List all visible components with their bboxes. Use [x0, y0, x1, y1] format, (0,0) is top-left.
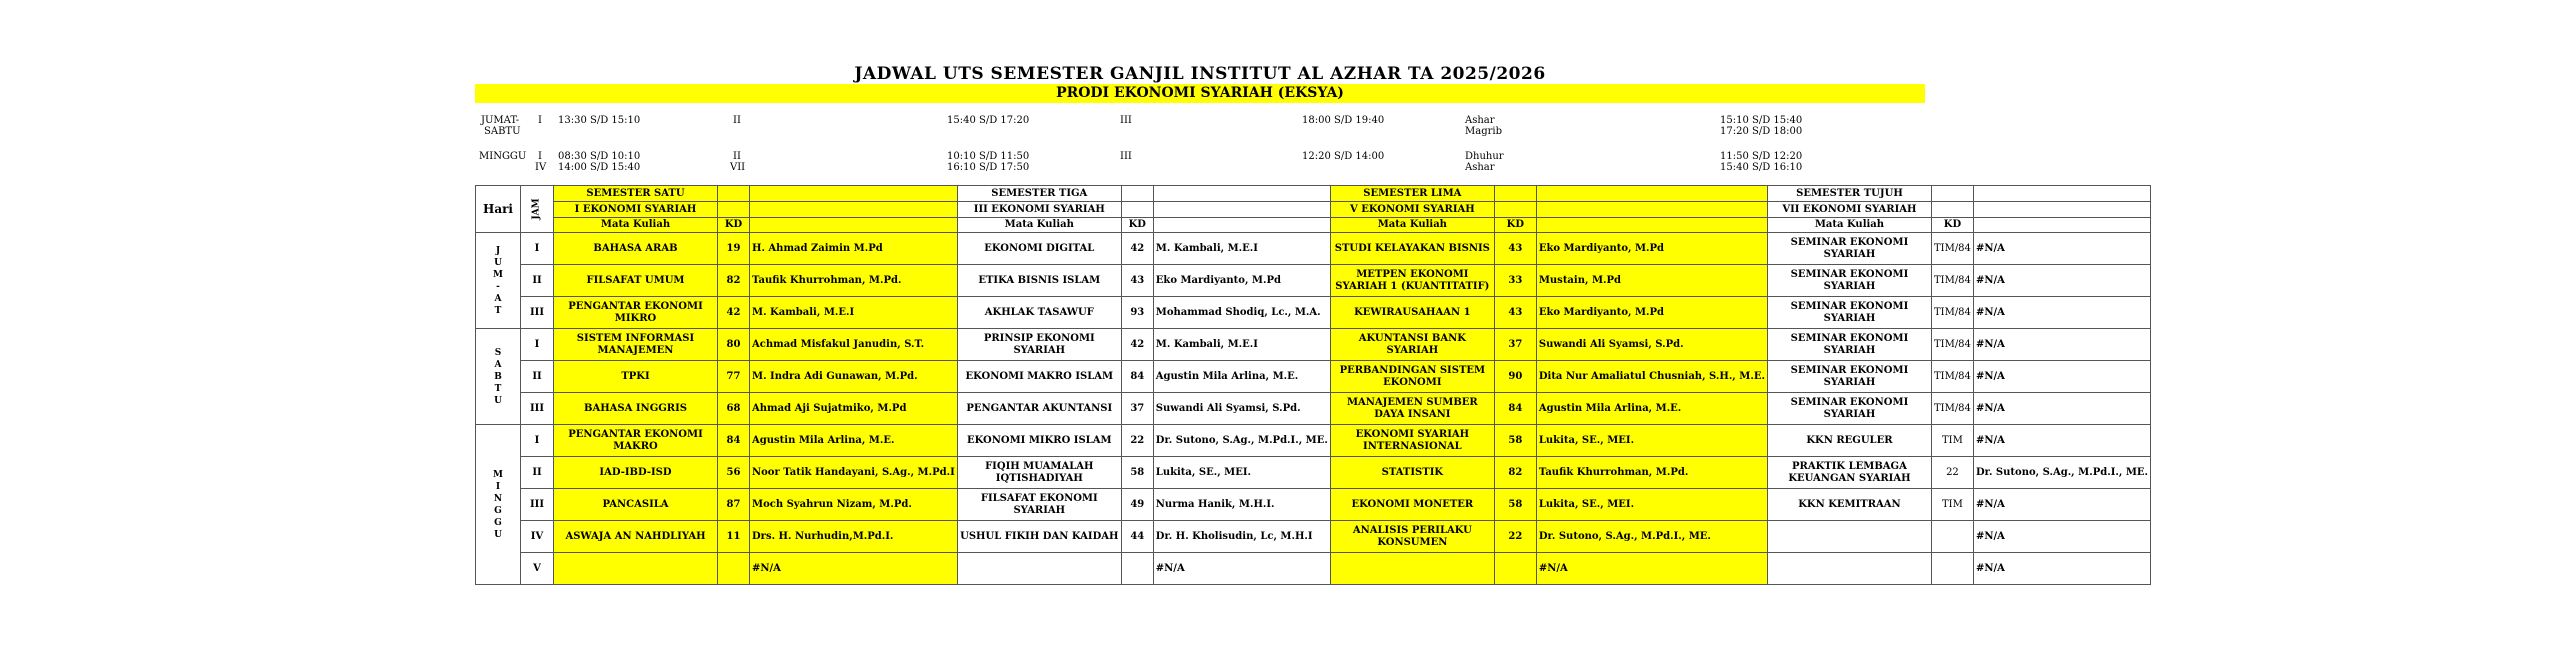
kd-cell [1931, 521, 1973, 553]
course-cell [1767, 553, 1931, 585]
kd-cell: 80 [718, 329, 750, 361]
page-title: JADWAL UTS SEMESTER GANJIL INSTITUT AL AZHAR TA 2025/2026 [854, 64, 1546, 84]
course-cell: EKONOMI MIKRO ISLAM [957, 425, 1121, 457]
jam-header: JAM [521, 186, 554, 233]
kd-cell: 56 [718, 457, 750, 489]
table-row [476, 233, 2151, 265]
course-cell: AKUNTANSI BANK SYARIAH [1330, 329, 1494, 361]
table-row [476, 489, 2151, 521]
class-header: I EKONOMI SYARIAH [554, 202, 718, 218]
day-cell: J U M - A T [476, 233, 521, 329]
kd-cell: TIM/84 [1931, 329, 1973, 361]
session-time: 08:30 S/D 10:10 [558, 151, 641, 162]
break-label: Ashar [1465, 115, 1495, 126]
kd-cell: 22 [1931, 457, 1973, 489]
kd-cell: 49 [1121, 489, 1153, 521]
kd-cell: 37 [1121, 393, 1153, 425]
course-cell: SEMINAR EKONOMI SYARIAH [1767, 265, 1931, 297]
kd-cell: 84 [718, 425, 750, 457]
break-label: Magrib [1465, 126, 1502, 137]
course-cell: KEWIRAUSAHAAN 1 [1330, 297, 1494, 329]
course-cell: PANCASILA [554, 489, 718, 521]
lecturer-cell: Drs. H. Nurhudin,M.Pd.I. [750, 521, 958, 553]
session-time: 14:00 S/D 15:40 [558, 162, 641, 173]
kd-cell: 22 [1494, 521, 1536, 553]
jam-cell: I [521, 425, 554, 457]
kd-cell: 84 [1494, 393, 1536, 425]
course-cell: BAHASA INGGRIS [554, 393, 718, 425]
lecturer-cell: Moch Syahrun Nizam, M.Pd. [750, 489, 958, 521]
break-time: 17:20 S/D 18:00 [1720, 126, 1803, 137]
course-cell [957, 553, 1121, 585]
session-time: 10:10 S/D 11:50 [947, 151, 1030, 162]
course-cell: MANAJEMEN SUMBER DAYA INSANI [1330, 393, 1494, 425]
kd-cell: 19 [718, 233, 750, 265]
lecturer-cell: M. Kambali, M.E.I [1153, 329, 1330, 361]
table-row [476, 329, 2151, 361]
jam-cell: IV [521, 521, 554, 553]
table-row [476, 457, 2151, 489]
lecturer-cell: #N/A [1973, 393, 2150, 425]
course-cell: ETIKA BISNIS ISLAM [957, 265, 1121, 297]
kd-cell: 58 [1494, 425, 1536, 457]
col-mata-kuliah: Mata Kuliah [1330, 218, 1494, 233]
lecturer-cell: Dr. Sutono, S.Ag., M.Pd.I., ME. [1536, 521, 1767, 553]
lecturer-cell: Dita Nur Amaliatul Chusniah, S.H., M.E. [1536, 361, 1767, 393]
lecturer-cell: Agustin Mila Arlina, M.E. [750, 425, 958, 457]
course-cell: TPKI [554, 361, 718, 393]
kd-cell: 68 [718, 393, 750, 425]
lecturer-cell: #N/A [1973, 233, 2150, 265]
day-label: JUMAT- [481, 115, 520, 126]
session-label: II [733, 115, 741, 126]
course-cell: PRINSIP EKONOMI SYARIAH [957, 329, 1121, 361]
break-label: Dhuhur [1465, 151, 1504, 162]
kd-cell: 84 [1121, 361, 1153, 393]
page-subtitle: PRODI EKONOMI SYARIAH (EKSYA) [475, 84, 1925, 103]
kd-cell: 58 [1121, 457, 1153, 489]
break-label: Ashar [1465, 162, 1495, 173]
lecturer-cell: Nurma Hanik, M.H.I. [1153, 489, 1330, 521]
lecturer-cell: #N/A [1153, 553, 1330, 585]
session-label: I [538, 151, 542, 162]
lecturer-cell: Taufik Khurrohman, M.Pd. [1536, 457, 1767, 489]
kd-cell: 42 [718, 297, 750, 329]
kd-cell [1494, 553, 1536, 585]
session-label: III [1120, 151, 1132, 162]
lecturer-cell: #N/A [1973, 553, 2150, 585]
course-cell: KKN REGULER [1767, 425, 1931, 457]
session-label: VII [730, 162, 746, 173]
jam-cell: I [521, 329, 554, 361]
lecturer-cell: #N/A [1973, 425, 2150, 457]
lecturer-cell: Mustain, M.Pd [1536, 265, 1767, 297]
table-row [476, 521, 2151, 553]
break-time: 15:10 S/D 15:40 [1720, 115, 1803, 126]
course-cell: SEMINAR EKONOMI SYARIAH [1767, 393, 1931, 425]
day-label: SABTU [484, 126, 521, 137]
lecturer-cell: Dr. H. Kholisudin, Lc, M.H.I [1153, 521, 1330, 553]
kd-cell: 82 [718, 265, 750, 297]
lecturer-cell: H. Ahmad Zaimin M.Pd [750, 233, 958, 265]
jam-cell: III [521, 393, 554, 425]
lecturer-cell: #N/A [750, 553, 958, 585]
course-cell: STUDI KELAYAKAN BISNIS [1330, 233, 1494, 265]
class-header: III EKONOMI SYARIAH [957, 202, 1121, 218]
kd-cell: 43 [1121, 265, 1153, 297]
lecturer-cell: Agustin Mila Arlina, M.E. [1153, 361, 1330, 393]
break-time: 15:40 S/D 16:10 [1720, 162, 1803, 173]
table-row [476, 393, 2151, 425]
col-kd: KD [1121, 218, 1153, 233]
break-time: 11:50 S/D 12:20 [1720, 151, 1803, 162]
course-cell [1330, 553, 1494, 585]
course-cell [1767, 521, 1931, 553]
lecturer-cell: M. Kambali, M.E.I [750, 297, 958, 329]
lecturer-cell: #N/A [1973, 265, 2150, 297]
lecturer-cell: #N/A [1973, 297, 2150, 329]
jam-cell: II [521, 361, 554, 393]
course-cell: AKHLAK TASAWUF [957, 297, 1121, 329]
col-mata-kuliah: Mata Kuliah [1767, 218, 1931, 233]
lecturer-cell: Eko Mardiyanto, M.Pd [1536, 233, 1767, 265]
kd-cell: 33 [1494, 265, 1536, 297]
kd-cell: TIM/84 [1931, 297, 1973, 329]
lecturer-cell: #N/A [1973, 361, 2150, 393]
jam-cell: III [521, 489, 554, 521]
kd-cell: 82 [1494, 457, 1536, 489]
course-cell: PENGANTAR EKONOMI MAKRO [554, 425, 718, 457]
class-header: V EKONOMI SYARIAH [1330, 202, 1494, 218]
kd-cell: TIM [1931, 489, 1973, 521]
col-kd: KD [718, 218, 750, 233]
lecturer-cell: Taufik Khurrohman, M.Pd. [750, 265, 958, 297]
course-cell: EKONOMI SYARIAH INTERNASIONAL [1330, 425, 1494, 457]
course-cell: BAHASA ARAB [554, 233, 718, 265]
lecturer-cell: Lukita, SE., MEI. [1153, 457, 1330, 489]
kd-cell: TIM [1931, 425, 1973, 457]
course-cell: SEMINAR EKONOMI SYARIAH [1767, 329, 1931, 361]
col-kd: KD [1494, 218, 1536, 233]
kd-cell: 22 [1121, 425, 1153, 457]
day-label: MINGGU [479, 151, 527, 162]
course-cell: USHUL FIKIH DAN KAIDAH [957, 521, 1121, 553]
col-mata-kuliah: Mata Kuliah [554, 218, 718, 233]
course-cell: KKN KEMITRAAN [1767, 489, 1931, 521]
kd-cell [1121, 553, 1153, 585]
session-time: 12:20 S/D 14:00 [1302, 151, 1385, 162]
jam-cell: II [521, 265, 554, 297]
course-cell: ASWAJA AN NAHDLIYAH [554, 521, 718, 553]
session-time: 18:00 S/D 19:40 [1302, 115, 1385, 126]
session-label: I [538, 115, 542, 126]
kd-cell: 93 [1121, 297, 1153, 329]
course-cell: EKONOMI MONETER [1330, 489, 1494, 521]
lecturer-cell: Suwandi Ali Syamsi, S.Pd. [1153, 393, 1330, 425]
lecturer-cell: Dr. Sutono, S.Ag., M.Pd.I., ME. [1973, 457, 2150, 489]
session-time: 13:30 S/D 15:10 [558, 115, 641, 126]
course-cell: METPEN EKONOMI SYARIAH 1 (KUANTITATIF) [1330, 265, 1494, 297]
kd-cell [1931, 553, 1973, 585]
kd-cell: 42 [1121, 233, 1153, 265]
semester-header: SEMESTER TUJUH [1767, 186, 1931, 202]
jam-cell: II [521, 457, 554, 489]
semester-header: SEMESTER SATU [554, 186, 718, 202]
session-time: 15:40 S/D 17:20 [947, 115, 1030, 126]
course-cell: STATISTIK [1330, 457, 1494, 489]
lecturer-cell: Ahmad Aji Sujatmiko, M.Pd [750, 393, 958, 425]
kd-cell: TIM/84 [1931, 233, 1973, 265]
kd-cell: 11 [718, 521, 750, 553]
lecturer-cell: #N/A [1973, 489, 2150, 521]
session-label: IV [535, 162, 547, 173]
kd-cell: 77 [718, 361, 750, 393]
session-label: III [1120, 115, 1132, 126]
lecturer-cell: Mohammad Shodiq, Lc., M.A. [1153, 297, 1330, 329]
col-mata-kuliah: Mata Kuliah [957, 218, 1121, 233]
kd-cell: 43 [1494, 297, 1536, 329]
lecturer-cell: Eko Mardiyanto, M.Pd [1153, 265, 1330, 297]
semester-header: SEMESTER TIGA [957, 186, 1121, 202]
table-row [476, 265, 2151, 297]
kd-cell: 43 [1494, 233, 1536, 265]
course-cell [554, 553, 718, 585]
semester-header: SEMESTER LIMA [1330, 186, 1494, 202]
lecturer-cell: Dr. Sutono, S.Ag., M.Pd.I., ME. [1153, 425, 1330, 457]
table-row [476, 361, 2151, 393]
table-row [476, 425, 2151, 457]
course-cell: PRAKTIK LEMBAGA KEUANGAN SYARIAH [1767, 457, 1931, 489]
day-cell: M I N G G U [476, 425, 521, 585]
lecturer-cell: Suwandi Ali Syamsi, S.Pd. [1536, 329, 1767, 361]
course-cell: SEMINAR EKONOMI SYARIAH [1767, 297, 1931, 329]
kd-cell: 42 [1121, 329, 1153, 361]
kd-cell: 87 [718, 489, 750, 521]
kd-cell: 58 [1494, 489, 1536, 521]
lecturer-cell: Eko Mardiyanto, M.Pd [1536, 297, 1767, 329]
course-cell: IAD-IBD-ISD [554, 457, 718, 489]
table-row [476, 297, 2151, 329]
kd-cell [718, 553, 750, 585]
kd-cell: 37 [1494, 329, 1536, 361]
course-cell: SEMINAR EKONOMI SYARIAH [1767, 361, 1931, 393]
class-header: VII EKONOMI SYARIAH [1767, 202, 1931, 218]
lecturer-cell: Lukita, SE., MEI. [1536, 425, 1767, 457]
course-cell: FILSAFAT UMUM [554, 265, 718, 297]
session-label: II [733, 151, 741, 162]
course-cell: PERBANDINGAN SISTEM EKONOMI [1330, 361, 1494, 393]
session-time: 16:10 S/D 17:50 [947, 162, 1030, 173]
course-cell: PENGANTAR AKUNTANSI [957, 393, 1121, 425]
lecturer-cell: Achmad Misfakul Janudin, S.T. [750, 329, 958, 361]
kd-cell: TIM/84 [1931, 361, 1973, 393]
kd-cell: 44 [1121, 521, 1153, 553]
lecturer-cell: #N/A [1536, 553, 1767, 585]
lecturer-cell: M. Kambali, M.E.I [1153, 233, 1330, 265]
lecturer-cell: #N/A [1973, 521, 2150, 553]
course-cell: SISTEM INFORMASI MANAJEMEN [554, 329, 718, 361]
col-kd: KD [1931, 218, 1973, 233]
kd-cell: 90 [1494, 361, 1536, 393]
day-cell: S A B T U [476, 329, 521, 425]
lecturer-cell: Lukita, SE., MEI. [1536, 489, 1767, 521]
jam-cell: V [521, 553, 554, 585]
hari-header: Hari [476, 186, 521, 233]
kd-cell: TIM/84 [1931, 265, 1973, 297]
table-row [476, 553, 2151, 585]
lecturer-cell: Agustin Mila Arlina, M.E. [1536, 393, 1767, 425]
course-cell: SEMINAR EKONOMI SYARIAH [1767, 233, 1931, 265]
lecturer-cell: Noor Tatik Handayani, S.Ag., M.Pd.I [750, 457, 958, 489]
kd-cell: TIM/84 [1931, 393, 1973, 425]
course-cell: EKONOMI DIGITAL [957, 233, 1121, 265]
jam-cell: III [521, 297, 554, 329]
course-cell: FILSAFAT EKONOMI SYARIAH [957, 489, 1121, 521]
course-cell: FIQIH MUAMALAH IQTISHADIYAH [957, 457, 1121, 489]
course-cell: EKONOMI MAKRO ISLAM [957, 361, 1121, 393]
course-cell: PENGANTAR EKONOMI MIKRO [554, 297, 718, 329]
schedule-table [475, 185, 2151, 585]
course-cell: ANALISIS PERILAKU KONSUMEN [1330, 521, 1494, 553]
lecturer-cell: M. Indra Adi Gunawan, M.Pd. [750, 361, 958, 393]
lecturer-cell: #N/A [1973, 329, 2150, 361]
jam-cell: I [521, 233, 554, 265]
